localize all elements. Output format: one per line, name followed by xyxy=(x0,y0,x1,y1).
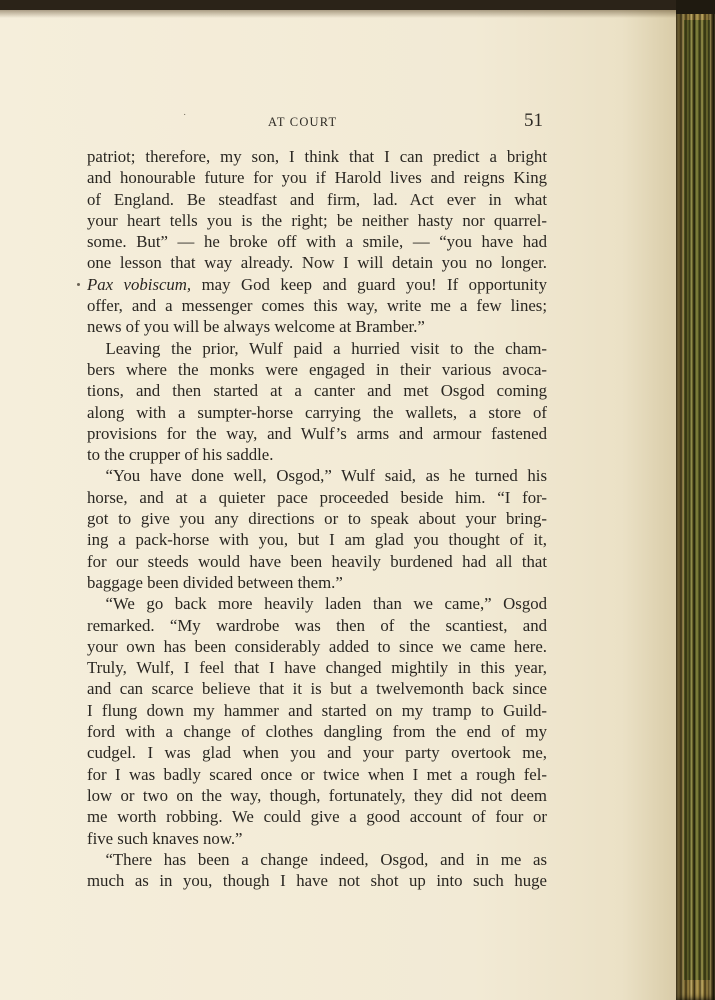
text-line: remarked. “My wardrobe was then of the scantiest, and xyxy=(87,615,547,635)
print-mark-icon: ˙ xyxy=(183,113,187,124)
text-line: your own has been considerably added to since we came here. xyxy=(87,636,547,656)
text-line: bers where the monks were engaged in their various avoca- xyxy=(87,359,547,379)
text-line: “There has been a change indeed, Osgod, and in me as xyxy=(105,849,547,869)
text-line: and can scarce believe that it is but a twelvemonth back since xyxy=(87,679,547,699)
text-line: “You have done well, Osgod,” Wulf said, as he turned his xyxy=(105,466,547,486)
text-line: for I was badly scared once or twice when I met a rough fel- xyxy=(87,764,547,784)
text-line: horse, and at a quieter pace proceeded beside him. “I for- xyxy=(87,487,547,507)
text-line: for our steeds would have been heavily burdened had all that xyxy=(87,551,547,571)
text-line: low or two on the way, though, fortunately, they did not deem xyxy=(87,785,547,805)
text-line-latin xyxy=(87,274,547,295)
text-line: your heart tells you is the right; be neither hasty nor quarrel- xyxy=(87,210,547,230)
text-line: Leaving the prior, Wulf paid a hurried visit to the cham- xyxy=(105,338,547,358)
text-line: along with a sumpter-horse carrying the wallets, a store of xyxy=(87,402,547,422)
text-line: provisions for the way, and Wulf’s arms and armour fastened xyxy=(87,423,547,443)
page-top-shadow xyxy=(0,10,676,18)
text-line: one lesson that way already. Now I will detain you no longer. xyxy=(87,253,547,273)
text-line: ford with a change of clothes dangling from the end of my xyxy=(87,722,547,742)
text-line: me worth robbing. We could give a good account of four or xyxy=(87,807,547,827)
body-text xyxy=(87,146,547,891)
text-line: “We go back more heavily laden than we came,” Osgod xyxy=(105,594,547,614)
text-line: ing a pack-horse with you, but I am glad you thought of it, xyxy=(87,530,547,550)
margin-dot-icon xyxy=(77,283,80,286)
text-line: some. But” — he broke off with a smile, — “you have had xyxy=(87,232,547,252)
text-line: patriot; therefore, my son, I think that I can predict a bright xyxy=(87,147,547,166)
book-spine-tint xyxy=(684,20,710,980)
chapter-title: AT COURT xyxy=(268,115,338,129)
running-head xyxy=(0,110,676,137)
text-line: cudgel. I was glad when you and your party overtook me, xyxy=(87,743,547,763)
text-line: much as in you, though I have not shot up into such huge xyxy=(87,871,547,891)
text-line: and honourable future for you if Harold lives and reigns King xyxy=(87,168,547,188)
text-line: baggage been divided between them.” xyxy=(87,572,343,592)
text-line: five such knaves now.” xyxy=(87,828,243,848)
page-number: 51 xyxy=(524,110,543,131)
text-line: tions, and then started at a canter and met Osgod coming xyxy=(87,381,547,401)
text-line-rest: may God keep and guard you! If opportunity xyxy=(201,274,547,294)
text-line: got to give you any directions or to speak about your bring- xyxy=(87,509,547,529)
text-line: to the crupper of his saddle. xyxy=(87,445,274,465)
book-spine-top xyxy=(676,0,715,14)
text-line: I flung down my hammer and started on my tramp to Guild- xyxy=(87,700,547,720)
text-line: of England. Be steadfast and firm, lad. Act ever in what xyxy=(87,189,547,209)
latin-phrase: Pax vobiscum, xyxy=(87,274,192,294)
text-line: Truly, Wulf, I feel that I have changed mightily in this year, xyxy=(87,658,547,678)
text-line: offer, and a messenger comes this way, write me a few lines; xyxy=(87,296,547,316)
text-line: news of you will be always welcome at Bramber.” xyxy=(87,317,425,337)
